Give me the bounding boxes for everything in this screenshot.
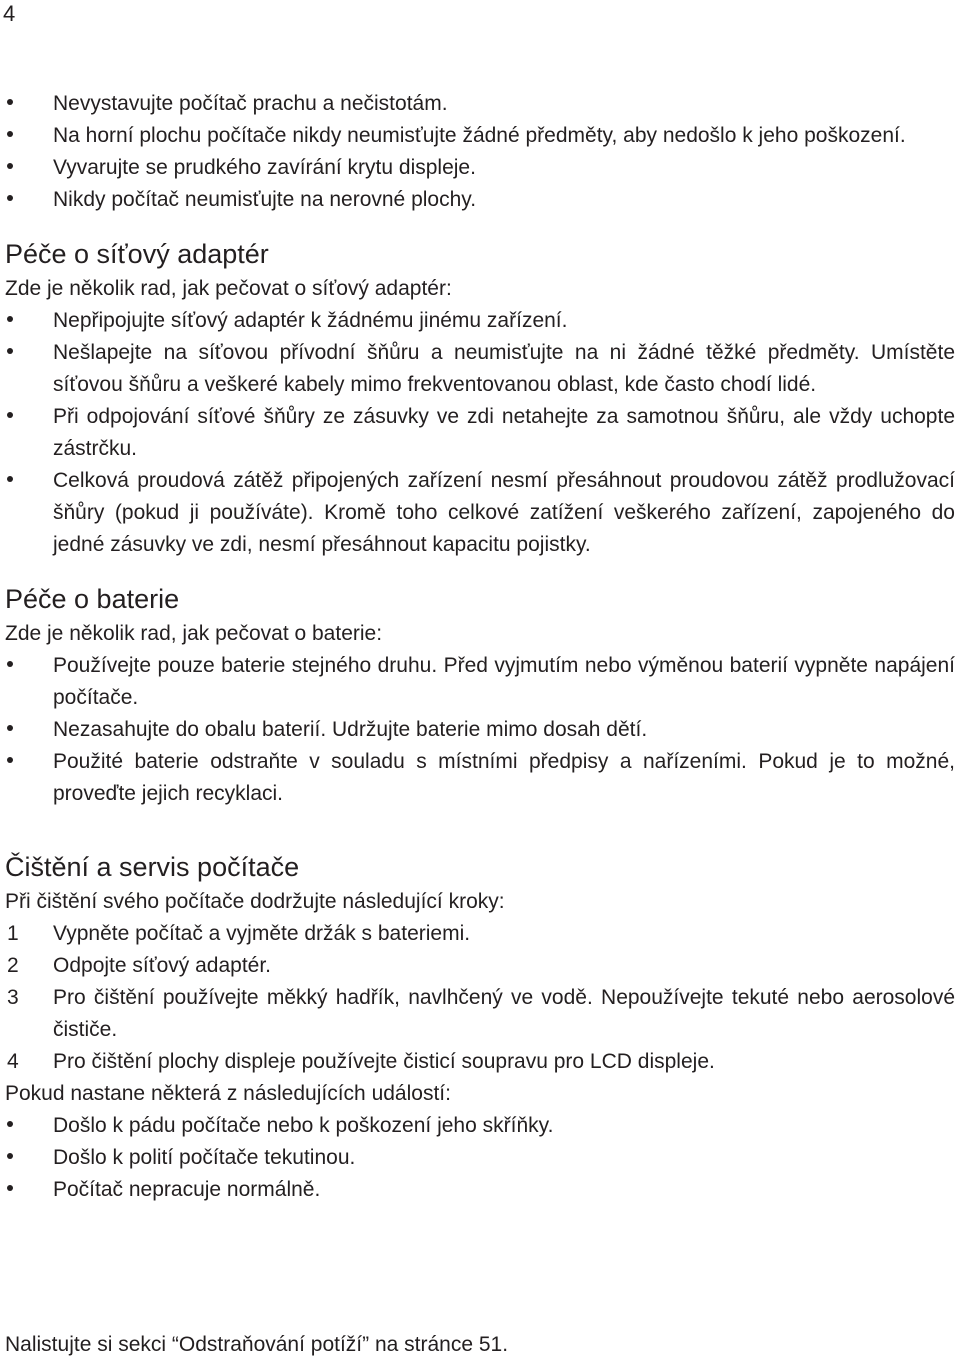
list-item-text: Vyvarujte se prudkého zavírání krytu displeje.	[53, 156, 476, 179]
list-item	[5, 152, 955, 184]
bullet-icon	[7, 412, 13, 418]
bullet-icon	[7, 1185, 13, 1191]
numbered-step	[5, 918, 955, 950]
list-item-text: Celková proudová zátěž připojených zařízení nesmí přesáhnout proudovou zátěž prodlužovací šňůry (pokud ji používáte). Kromě toho celkové zatížení veškerého zařízení, zapojeného do jedné zásuvky ve zdi, nesmí přesáhnout kapacitu pojistky.	[53, 469, 955, 556]
list-item	[5, 305, 955, 337]
general-care-list	[5, 88, 955, 216]
battery-heading: Péče o baterie	[5, 584, 180, 614]
list-item	[5, 120, 955, 152]
bullet-icon	[7, 316, 13, 322]
events-intro: Pokud nastane některá z následujících událostí:	[5, 1082, 451, 1105]
step-number: 4	[7, 1050, 19, 1073]
list-item	[5, 465, 955, 561]
list-item	[5, 184, 955, 216]
list-item	[5, 88, 955, 120]
bullet-icon	[7, 725, 13, 731]
list-item-text: Používejte pouze baterie stejného druhu. Před vyjmutím nebo výměnou baterií vypněte napájení počítače.	[53, 654, 955, 709]
list-item-text: Počítač nepracuje normálně.	[53, 1178, 321, 1201]
numbered-step	[5, 1046, 955, 1078]
bullet-icon	[7, 757, 13, 763]
step-text: Vypněte počítač a vyjměte držák s bateriemi.	[53, 922, 471, 945]
step-number: 3	[7, 986, 19, 1009]
list-item	[5, 1110, 955, 1142]
bullet-icon	[7, 163, 13, 169]
list-item-text: Nikdy počítač neumisťujte na nerovné plochy.	[53, 188, 477, 211]
numbered-step	[5, 982, 955, 1046]
battery-list	[5, 650, 955, 810]
step-text: Odpojte síťový adaptér.	[53, 954, 272, 977]
bullet-icon	[7, 195, 13, 201]
bullet-icon	[7, 348, 13, 354]
step-number: 2	[7, 954, 19, 977]
bullet-icon	[7, 661, 13, 667]
list-item	[5, 746, 955, 810]
list-item-text: Došlo k polití počítače tekutinou.	[53, 1146, 356, 1169]
cleaning-steps-list	[5, 918, 955, 1078]
numbered-step	[5, 950, 955, 982]
document-body	[5, 88, 955, 1206]
list-item-text: Použité baterie odstraňte v souladu s místními předpisy a nařízeními. Pokud je to možné, proveďte jejich recyklaci.	[53, 750, 955, 805]
events-list	[5, 1110, 955, 1206]
list-item-text: Nevystavujte počítač prachu a nečistotám.	[53, 92, 448, 115]
list-item	[5, 1174, 955, 1206]
adapter-heading: Péče o síťový adaptér	[5, 239, 269, 269]
bullet-icon	[7, 476, 13, 482]
adapter-intro: Zde je několik rad, jak pečovat o síťový adaptér:	[5, 277, 452, 300]
step-number: 1	[7, 922, 19, 945]
cleaning-heading: Čištění a servis počítače	[5, 852, 300, 882]
adapter-list	[5, 305, 955, 561]
list-item	[5, 337, 955, 401]
list-item-text: Nepřipojujte síťový adaptér k žádnému jinému zařízení.	[53, 309, 568, 332]
list-item	[5, 714, 955, 746]
list-item-text: Na horní plochu počítače nikdy neumisťujte žádné předměty, aby nedošlo k jeho poškození.	[53, 124, 906, 147]
page-number: 4	[3, 1, 16, 26]
list-item-text: Nešlapejte na síťovou přívodní šňůru a neumisťujte na ni žádné těžké předměty. Umístěte síťovou šňůru a veškeré kabely mimo frekventovanou oblast, kde často chodí lidé.	[53, 341, 955, 396]
troubleshooting-reference: Nalistujte si sekci “Odstraňování potíží” na stránce 51.	[5, 1333, 509, 1356]
step-text: Pro čištění používejte měkký hadřík, navlhčený ve vodě. Nepoužívejte tekuté nebo aerosolové čističe.	[53, 986, 955, 1041]
bullet-icon	[7, 1153, 13, 1159]
cleaning-intro: Při čištění svého počítače dodržujte následující kroky:	[5, 890, 505, 913]
list-item-text: Nezasahujte do obalu baterií. Udržujte baterie mimo dosah dětí.	[53, 718, 648, 741]
bullet-icon	[7, 131, 13, 137]
step-text: Pro čištění plochy displeje používejte čisticí soupravu pro LCD displeje.	[53, 1050, 715, 1073]
list-item-text: Došlo k pádu počítače nebo k poškození jeho skříňky.	[53, 1114, 554, 1137]
list-item	[5, 1142, 955, 1174]
bullet-icon	[7, 99, 13, 105]
list-item-text: Při odpojování síťové šňůry ze zásuvky ve zdi netahejte za samotnou šňůru, ale vždy uchopte zástrčku.	[53, 405, 955, 460]
bullet-icon	[7, 1121, 13, 1127]
list-item	[5, 401, 955, 465]
list-item	[5, 650, 955, 714]
battery-intro: Zde je několik rad, jak pečovat o baterie:	[5, 622, 383, 645]
